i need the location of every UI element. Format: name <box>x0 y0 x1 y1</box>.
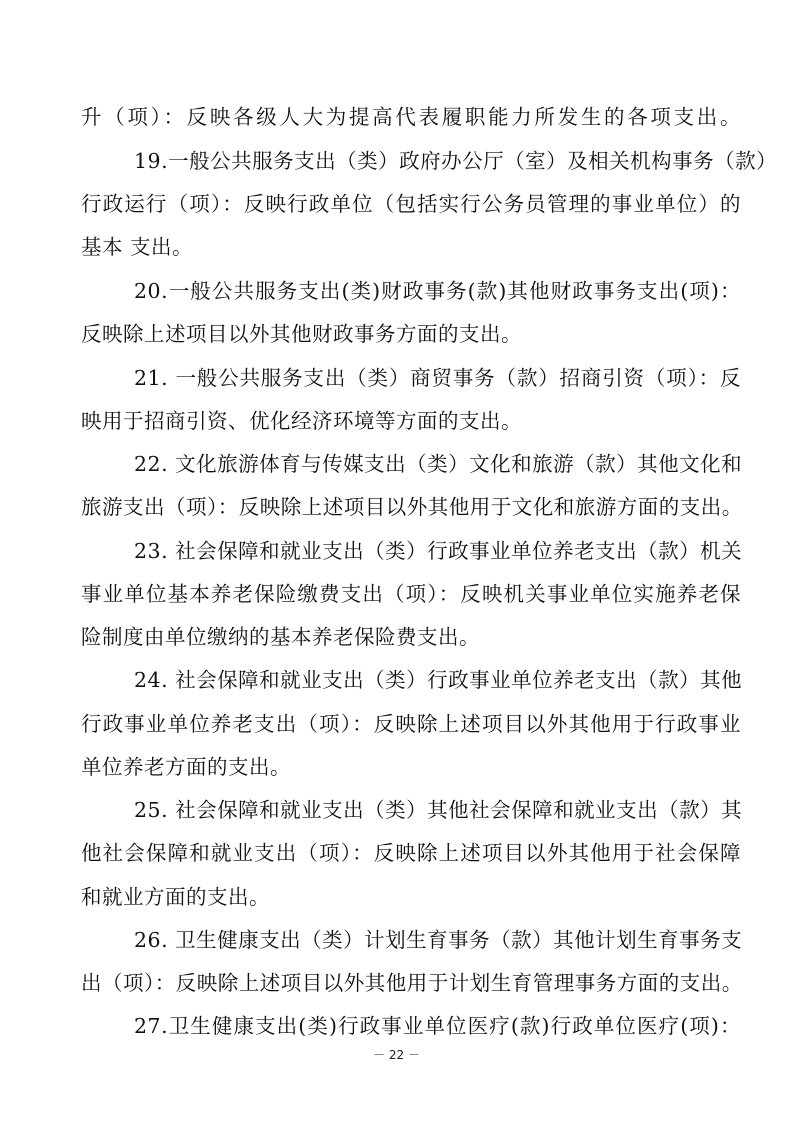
paragraph-line: 23. 社会保障和就业支出（类）行政事业单位养老支出（款）机关 <box>134 539 743 563</box>
paragraph-line: 反映除上述项目以外其他财政事务方面的支出。 <box>81 322 522 346</box>
page-number: － 22 － <box>373 1048 420 1062</box>
paragraph-line: 基本 支出。 <box>81 235 194 259</box>
paragraph-line: 27.卫生健康支出(类)行政事业单位医疗(款)行政单位医疗(项)： <box>134 1014 741 1038</box>
paragraph-line: 事业单位基本养老保险缴费支出（项）：反映机关事业单位实施养老保 <box>81 582 741 606</box>
paragraph-line: 行政运行（项）：反映行政单位（包括实行公务员管理的事业单位）的 <box>81 192 741 216</box>
paragraph-line: 19.一般公共服务支出（类）政府办公厅（室）及相关机构事务（款） <box>134 149 778 173</box>
paragraph-line: 21. 一般公共服务支出（类）商贸事务（款）招商引资（项）：反 <box>134 366 741 390</box>
paragraph-line: 和就业方面的支出。 <box>81 885 270 909</box>
paragraph-line: 行政事业单位养老支出（项）：反映除上述项目以外其他用于行政事业 <box>81 712 741 736</box>
paragraph-line: 25. 社会保障和就业支出（类）其他社会保障和就业支出（款）其 <box>134 798 743 822</box>
paragraph-line: 26. 卫生健康支出（类）计划生育事务（款）其他计划生育事务支 <box>134 928 743 952</box>
paragraph-line: 22. 文化旅游体育与传媒支出（类）文化和旅游（款）其他文化和 <box>134 452 743 476</box>
paragraph-line: 升（项）：反映各级人大为提高代表履职能力所发生的各项支出。 <box>81 105 741 129</box>
paragraph-line: 出（项）：反映除上述项目以外其他用于计划生育管理事务方面的支出。 <box>81 971 743 995</box>
paragraph-line: 险制度由单位缴纳的基本养老保险费支出。 <box>81 625 480 649</box>
paragraph-line: 24. 社会保障和就业支出（类）行政事业单位养老支出（款）其他 <box>134 668 743 692</box>
paragraph-line: 单位养老方面的支出。 <box>81 755 291 779</box>
paragraph-line: 映用于招商引资、优化经济环境等方面的支出。 <box>81 409 522 433</box>
paragraph-line: 旅游支出（项）：反映除上述项目以外其他用于文化和旅游方面的支出。 <box>81 495 743 519</box>
paragraph-line: 他社会保障和就业支出（项）：反映除上述项目以外其他用于社会保障 <box>81 841 741 865</box>
paragraph-line: 20.一般公共服务支出(类)财政事务(款)其他财政事务支出(项)： <box>134 279 741 303</box>
